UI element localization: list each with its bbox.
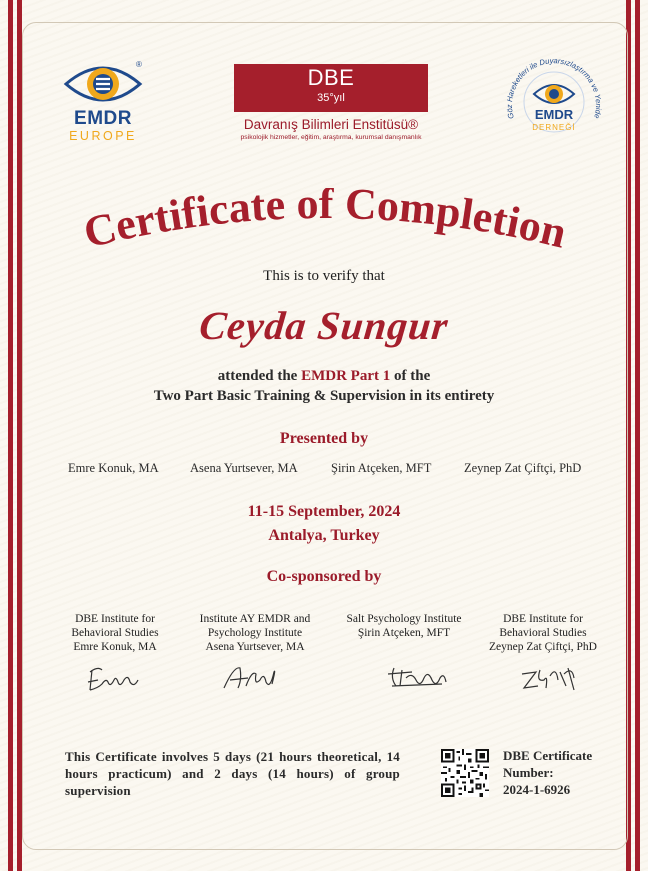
presenter-name: Emre Konuk, MA <box>68 461 159 475</box>
certificate-number: 2024-1-6926 <box>503 782 571 797</box>
seal-emdr-word: EMDR <box>534 107 574 122</box>
dbe-name: DBE <box>307 65 355 90</box>
emdr-eye-icon <box>58 58 148 110</box>
emdr-dernegi-logo <box>500 56 608 148</box>
attended-pre: attended the <box>217 368 298 384</box>
signature-image <box>218 660 298 694</box>
dbe-tagline: psikolojik hizmetler, eğitim, araştırma, kurumsal danışmanlık <box>240 134 422 141</box>
training-dates: 11-15 September, 2024 <box>247 503 401 520</box>
attended-line <box>0 368 648 385</box>
cosponsored-heading: Co-sponsored by <box>266 568 382 585</box>
sponsor-line: DBE Institute for <box>503 613 583 625</box>
sponsor-line: Institute AY EMDR and <box>199 613 311 625</box>
dbe-years: 35°yıl <box>317 92 345 104</box>
certificate-title: Certificate of Completion <box>78 188 572 258</box>
sponsor-line: Emre Konuk, MA <box>73 641 157 653</box>
sponsor-line: Behavioral Studies <box>71 627 159 639</box>
emdr-europe-logo <box>58 58 148 146</box>
registered-mark: ® <box>136 60 142 69</box>
certificate-footnote: This Certificate involves 5 days (21 hours theoretical, 14 hours practicum) and 2 days (14 hours) of group supervision <box>65 749 400 798</box>
sponsor-line: Şirin Atçeken, MFT <box>357 627 451 639</box>
svg-text:Certificate of Completion <box>79 188 571 258</box>
seal-ring-text: Göz Hareketleri ile Duyarsızlaştırma ve Yenide <box>504 56 604 120</box>
sponsor-block <box>468 612 618 654</box>
seal-dernegi-word: DERNEĞİ <box>532 123 576 132</box>
presenter-name: Şirin Atçeken, MFT <box>331 461 432 475</box>
certificate-number-block <box>503 747 613 798</box>
sponsor-block <box>329 612 479 640</box>
attended-post: of the <box>393 368 431 384</box>
recipient-name: Ceyda Sungur <box>197 303 451 348</box>
sponsor-block <box>180 612 330 654</box>
europe-wordmark: EUROPE <box>69 129 137 143</box>
emdr-wordmark: EMDR <box>74 108 132 129</box>
presented-by-heading: Presented by <box>279 430 369 447</box>
training-location: Antalya, Turkey <box>268 527 380 544</box>
signature-image <box>382 660 462 694</box>
sponsor-line: Psychology Institute <box>207 627 303 639</box>
presenter-name: Zeynep Zat Çiftçi, PhD <box>464 461 582 475</box>
signature-image <box>80 660 160 694</box>
sponsor-block <box>40 612 190 654</box>
certificate-title-wrap <box>40 188 608 268</box>
dbe-institute-name: Davranış Bilimleri Enstitüsü® <box>243 117 419 132</box>
course-name: EMDR Part 1 <box>301 368 391 384</box>
verify-text: This is to verify that <box>263 268 385 284</box>
certificate-number-label: DBE Certificate Number: <box>503 748 593 780</box>
emdr-dernegi-seal <box>500 56 608 148</box>
sponsor-line: Salt Psychology Institute <box>346 613 462 625</box>
sponsor-line: Behavioral Studies <box>499 627 587 639</box>
sponsor-line: Zeynep Zat Çiftçi, PhD <box>489 641 597 653</box>
sponsor-line: Asena Yurtsever, MA <box>205 641 305 653</box>
sponsor-line: DBE Institute for <box>75 613 155 625</box>
presenter-name: Asena Yurtsever, MA <box>190 461 298 475</box>
signature-image <box>516 660 596 694</box>
certificate-title-svg <box>40 188 608 268</box>
qr-code <box>441 749 489 797</box>
training-description: Two Part Basic Training & Supervision in its entirety <box>153 388 495 404</box>
dbe-logo <box>234 64 428 112</box>
